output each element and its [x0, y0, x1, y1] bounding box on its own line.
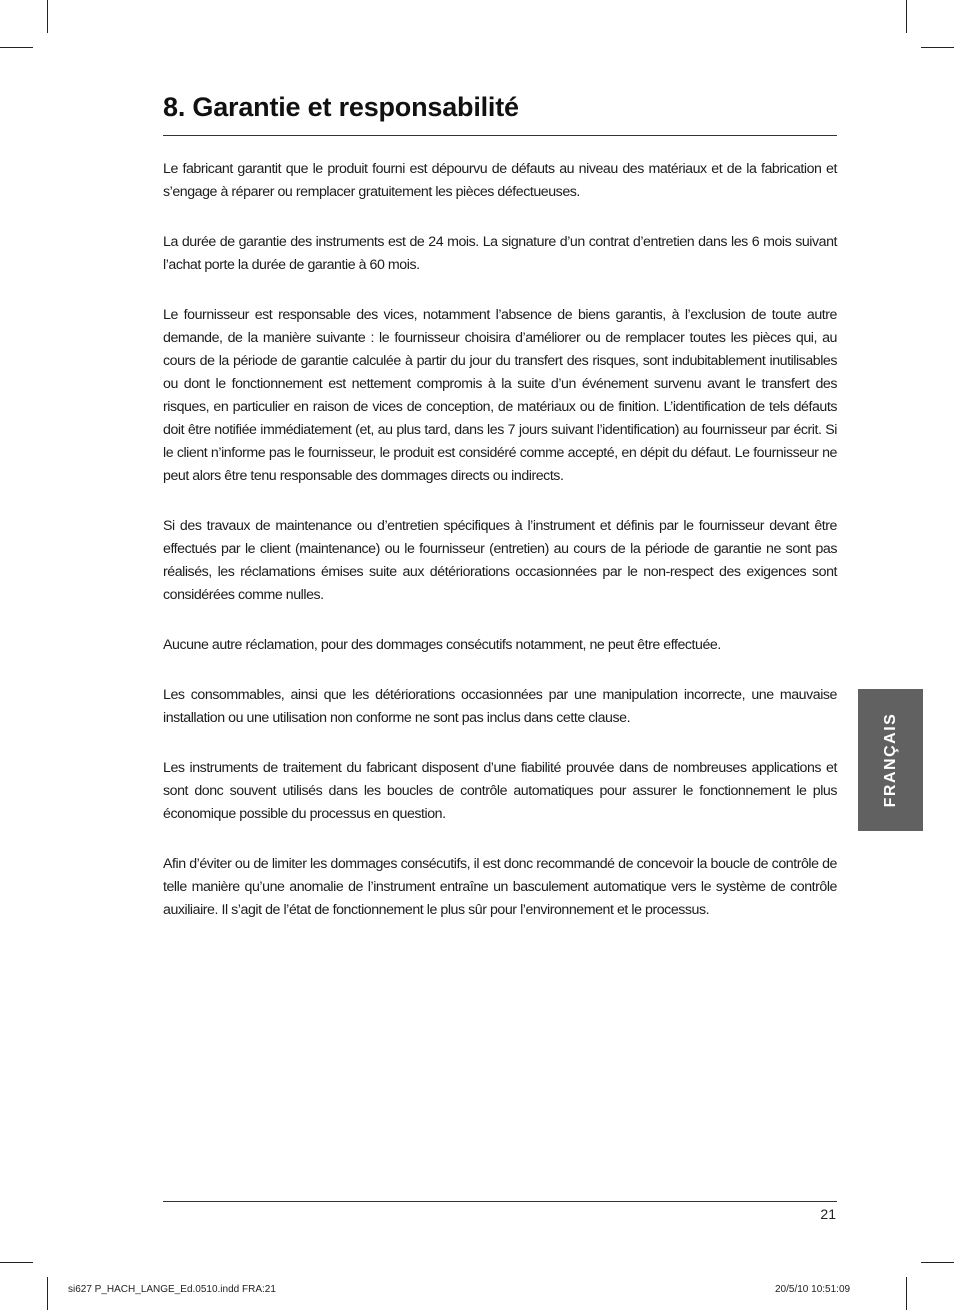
language-tab [858, 689, 923, 831]
paragraph: La durée de garantie des instruments est de 24 mois. La signature d’un contrat d’entretien dans les 6 mois suivant l’achat porte la durée de garantie à 60 mois. [163, 234, 837, 273]
paragraph: Aucune autre réclamation, pour des dommages consécutifs notamment, ne peut être effectuée. [163, 637, 721, 653]
crop-mark [921, 1262, 954, 1263]
paragraph: Les consommables, ainsi que les détériorations occasionnées par une manipulation incorrecte, une mauvaise installation ou une utilisation non conforme ne sont pas inclus dans cette clause. [163, 687, 837, 726]
footer-rule [163, 1201, 837, 1202]
page-title: 8. Garantie et responsabilité [163, 92, 519, 122]
paragraph: Si des travaux de maintenance ou d’entretien spécifiques à l’instrument et définis par le fournisseur devant être effectués par le client (maintenance) ou le fournisseur (entretien) au cours de la période de garantie ne sont pas réalisés, les réclamations émises suite aux détériorations occasionnées par le non-respect des exigences sont considérées comme nulles. [163, 518, 837, 603]
crop-mark [906, 1277, 907, 1310]
crop-mark [0, 1262, 33, 1263]
print-slug-date: 20/5/10 10:51:09 [775, 1284, 851, 1295]
paragraph: Le fabricant garantit que le produit fourni est dépourvu de défauts au niveau des matériaux et de la fabrication et s’engage à réparer ou remplacer gratuitement les pièces défectueuses. [163, 161, 837, 200]
crop-mark [921, 47, 954, 48]
title-rule [163, 135, 837, 136]
crop-mark [906, 0, 907, 33]
paragraph: Afin d’éviter ou de limiter les dommages consécutifs, il est donc recommandé de concevoir la boucle de contrôle de telle manière qu’une anomalie de l’instrument entraîne un basculement automatique vers le système de contrôle auxiliaire. Il s’agit de l’état de fonctionnement le plus sûr pour l’environnement et le processus. [163, 856, 837, 918]
document-body [163, 158, 837, 949]
paragraph: Les instruments de traitement du fabricant disposent d’une fiabilité prouvée dans de nombreuses applications et sont donc souvent utilisés dans les boucles de contrôle automatiques pour assurer le fonctionnement le plus économique possible du processus en question. [163, 760, 837, 822]
page-number: 21 [820, 1206, 836, 1222]
paragraph: Le fournisseur est responsable des vices, notamment l’absence de biens garantis, à l’exclusion de toute autre demande, de la manière suivante : le fournisseur choisira d’améliorer ou de remplacer toutes les pièces qui, au cours de la période de garantie calculée à partir du jour du transfert des risques, sont indubitablement inutilisables ou dont le fonctionnement est nettement compromis à la suite d’un événement survenu avant le transfert des risques, en particulier en raison de vices de conception, de matériaux ou de finition. L’identification de tels défauts doit être notifiée immédiatement (et, au plus tard, dans les 7 jours suivant l’identification) au fournisseur par écrit. Si le client n’informe pas le fournisseur, le produit est considéré comme accepté, en dépit du défaut. Le fournisseur ne peut alors être tenu responsable des dommages directs ou indirects. [163, 307, 837, 484]
crop-mark [47, 1277, 48, 1310]
language-tab-label: FRANÇAIS [881, 712, 899, 808]
crop-mark [47, 0, 48, 33]
print-slug-file: si627 P_HACH_LANGE_Ed.0510.indd FRA:21 [68, 1284, 276, 1295]
crop-mark [0, 47, 33, 48]
